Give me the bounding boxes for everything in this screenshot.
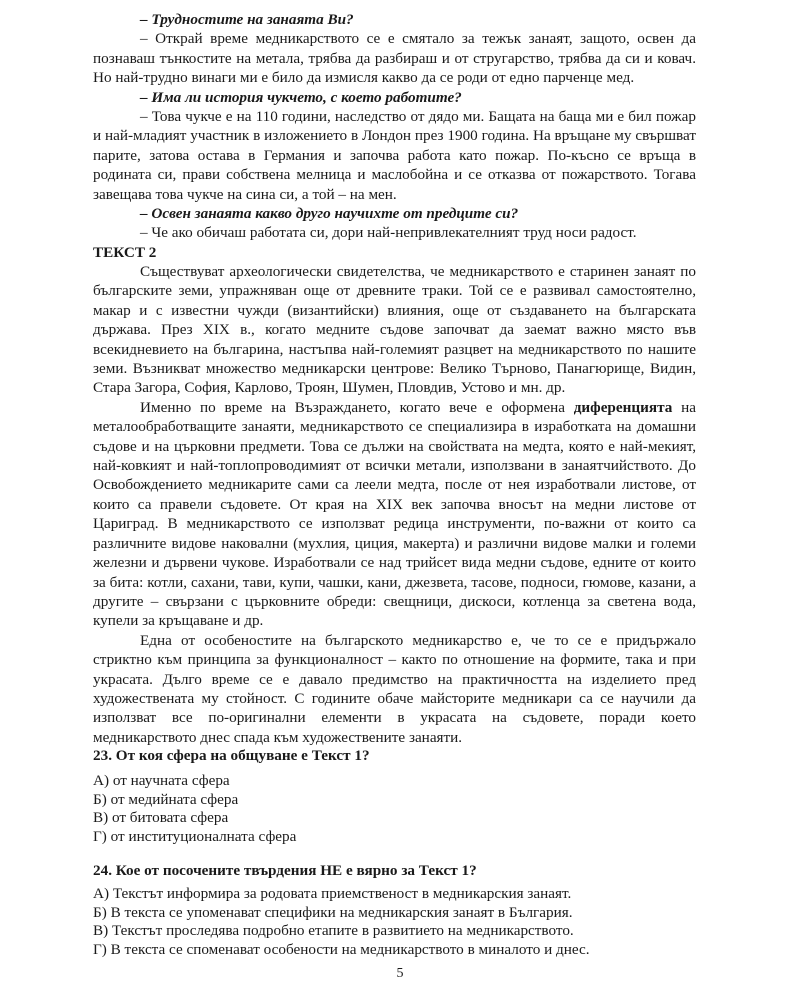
text2-paragraph-2-rest: на металообработващите занаяти, медникарството се специализира в изработката на домашни съдове и на църковни предмети. Това се дължи на свойствата на медта, която е най-мекият, най-ковкият и най-топлопроводимият от всички метали, използвани в занаятчийството. До Освобождението медникарите сами са леели медта, после от нея изработвали листове, от които са правели съдовете. От края на XIX век започва вносът на медни листове от Цариград. В медникарството се използват редица инструменти, по-важни от които са различните видове наковални (мухлия, циция, макерта) и различни видове малки и големи железни и дървени чукове. Изработвали се над трийсет вида медни съдове, едните от които за бита: котли, сахани, тави, купи, чашки, кани, джезвета, тасове, подноси, гюмове, казани, а другите – свързани с църковните обреди: свещници, дискоси, котленца за светена вода, купели за кръщаване и др. <box>93 398 696 630</box>
answer-option[interactable]: Г) В текста се споменават особености на медникарството в миналото и днес. <box>93 940 590 958</box>
answer-option[interactable]: А) от научната сфера <box>93 772 230 789</box>
question-24-title: 24. Кое от посочените твърдения НЕ е вярно за Текст 1? <box>93 862 477 879</box>
interview-question: – Освен занаята какво друго научихте от предците си? <box>140 205 519 223</box>
interview-answer: – Това чукче е на 110 години, наследство от дядо ми. Бащата на баща ми е бил пожар и най-младият участник в изложението в Лондон през 1900 година. На връщане му свършват парите, затова остава в Германия и започва работа като пожар. По-късно се връща в родината си, прави собствена мелница и маслобойна и се отказва от пожарството. Тогава завещава това чукче на сина си, а той – на мен. <box>93 108 696 203</box>
highlighted-term: диференцията <box>573 398 673 416</box>
text2-paragraph-2 <box>93 398 696 631</box>
text2-paragraph-3: Една от особеностите на българското медникарство е, че то се е придържало стриктно към принципа за функционалност – както по отношение на формите, така и при украсата. Дълго време се е давало предимство на практичността на изделието пред художествената му стойност. С годините обаче майсторите медникари са се научили да използват все по-оригинални елементи в украсата на съдовете, поради което медникарството днес спада към художествените занаяти. <box>93 631 696 746</box>
text1-interview <box>93 10 696 243</box>
interview-answer: – Открай време медникарството се е смятало за тежък занаят, защото, освен да познаваш тънкостите на метала, трябва да разбираш и от стругарство, трябва да си и ковач. Но най-трудно винаги ми е било да измисля какво да се роди от едно парченце мед. <box>93 30 696 87</box>
answer-option[interactable]: А) Текстът информира за родовата приемственост в медникарския занаят. <box>93 885 572 902</box>
answer-option[interactable]: В) от битовата сфера <box>93 809 229 827</box>
answer-option[interactable]: Г) от институционалната сфера <box>93 827 297 845</box>
interview-question: – Има ли история чукчето, с което работите? <box>140 88 462 106</box>
text2-heading: ТЕКСТ 2 <box>93 244 157 261</box>
text2-body <box>93 262 696 747</box>
answer-option[interactable]: В) Текстът проследява подробно етапите в развитието на медникарството. <box>93 922 574 940</box>
answer-option[interactable]: Б) от медийната сфера <box>93 790 239 808</box>
question-23-title: 23. От коя сфера на общуване е Текст 1? <box>93 747 370 764</box>
interview-answer: – Че ако обичаш работата си, дори най-непривлекателният труд носи радост. <box>140 224 637 242</box>
interview-question: – Трудностите на занаята Ви? <box>140 11 354 28</box>
question-23-options <box>93 772 740 846</box>
page-number: 5 <box>396 966 404 981</box>
answer-option[interactable]: Б) В текста се упоменават специфики на медникарския занаят в България. <box>93 903 573 921</box>
text2-paragraph-2-start: Именно по време на Възраждането, когато вече е оформена <box>140 398 574 416</box>
question-24-options <box>93 885 740 959</box>
text2-paragraph-1: Съществуват археологически свидетелства, че медникарството е старинен занаят по българските земи, упражняван още от древните траки. Той се е развивал самостоятелно, макар и с известни чужди (византийски) влияния, още от създаването на българската държава. През XIX в., когато медните съдове започват да заемат важно място във всекидневието на българина, настъпва най-големият разцвет на медникарството по нашите земи. Възникват множество медникарски центрове: Велико Търново, Панагюрище, Видин, Стара Загора, София, Карлово, Троян, Шумен, Пловдив, Устово и мн. др. <box>93 263 696 397</box>
